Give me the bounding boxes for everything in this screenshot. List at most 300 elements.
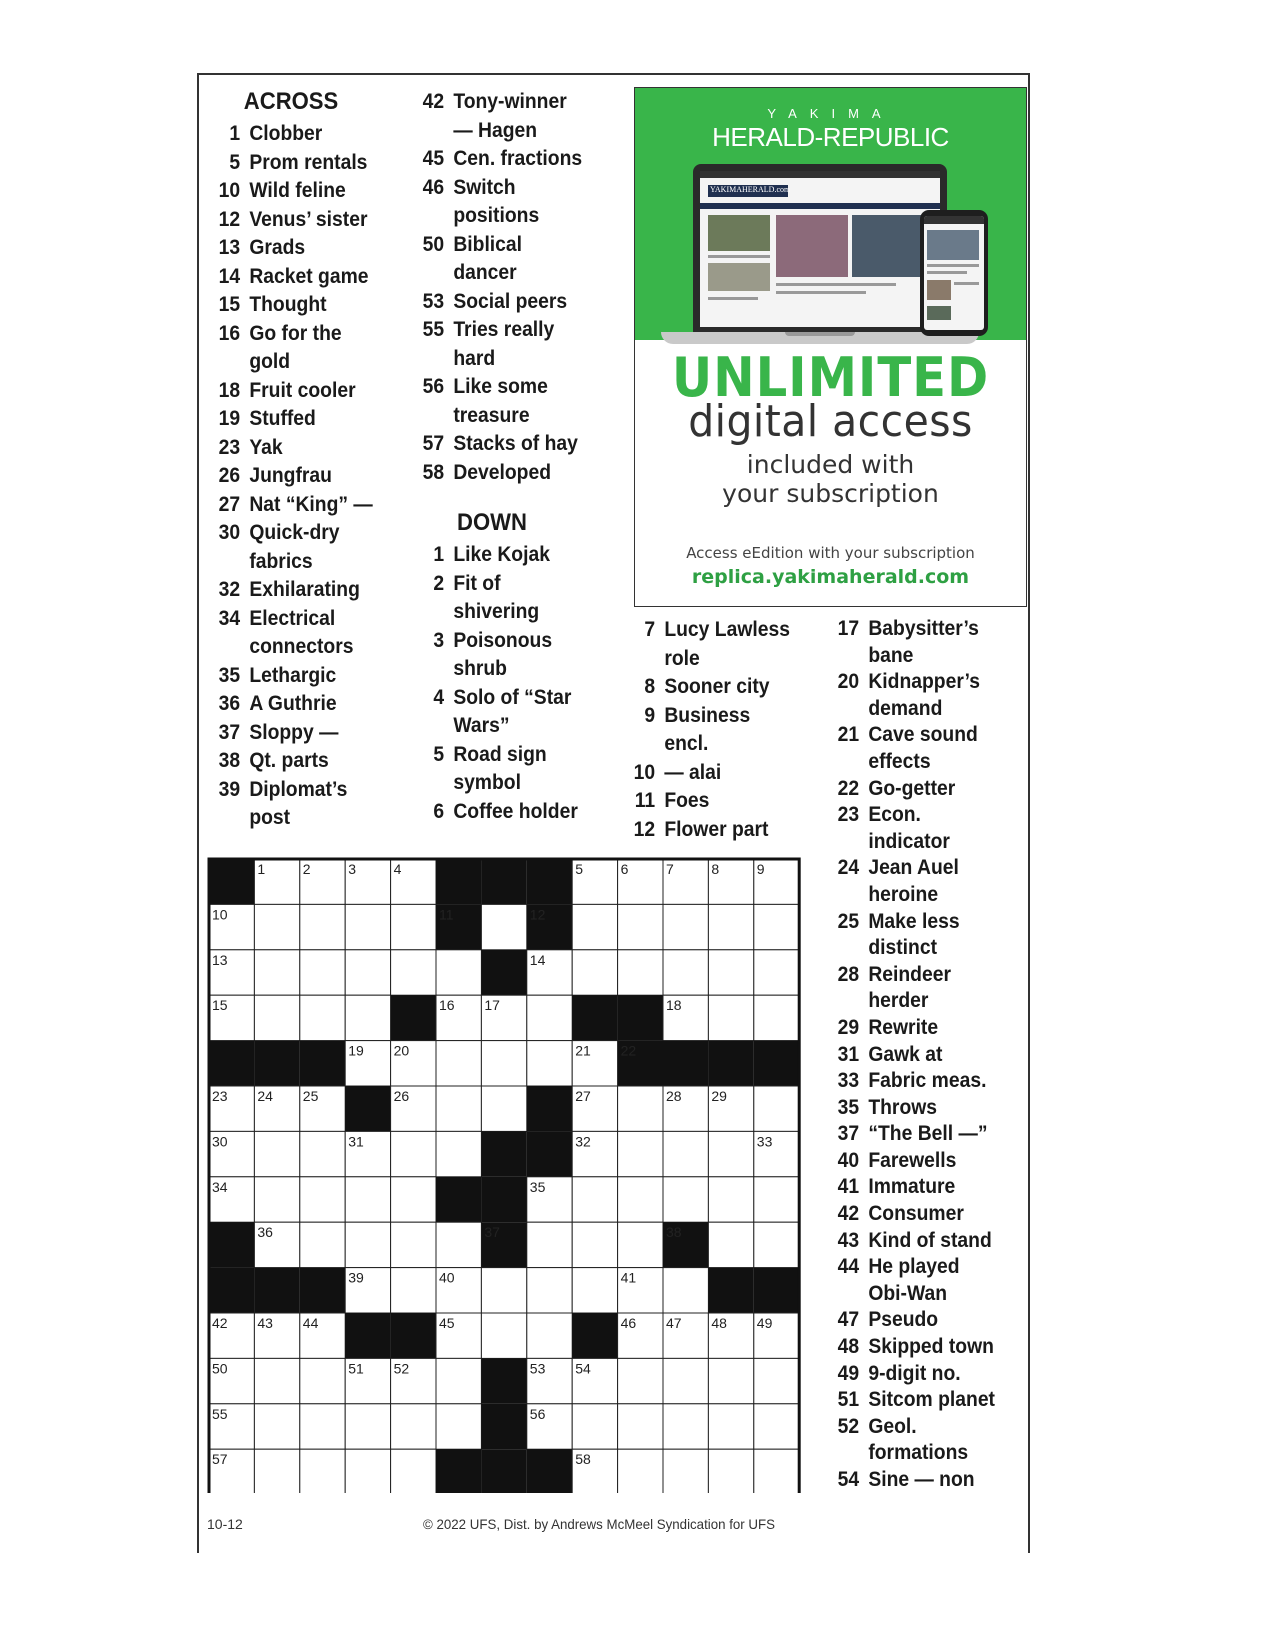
phone-image — [920, 210, 988, 336]
grid-cell[interactable] — [481, 1268, 526, 1313]
grid-cell[interactable] — [300, 1177, 345, 1222]
grid-cell-number: 12 — [529, 906, 546, 923]
clue-text: Kind of stand — [868, 1228, 992, 1252]
grid-cell-number: 28 — [666, 1088, 682, 1104]
grid-cell-number: 44 — [302, 1315, 319, 1331]
clue-text: Like Kojak — [453, 543, 550, 566]
grid-black-cell — [708, 1268, 753, 1313]
grid-cell[interactable] — [300, 950, 345, 995]
clue-item — [207, 206, 373, 235]
clue-number: 34 — [218, 606, 241, 630]
clue-number: 52 — [837, 1414, 860, 1438]
clue-item — [622, 616, 790, 645]
grid-black-cell — [209, 859, 254, 904]
grid-cell[interactable] — [391, 1177, 436, 1222]
clue-number — [207, 548, 240, 577]
grid-cell[interactable] — [708, 995, 753, 1040]
clue-text: encl. — [664, 732, 709, 755]
clue-number: 23 — [218, 435, 241, 459]
grid-cell[interactable] — [708, 904, 753, 949]
clue-text: Cave sound — [868, 723, 978, 747]
grid-cell-number: 1 — [257, 861, 266, 877]
clue-item — [207, 263, 373, 292]
grid-black-cell — [345, 1313, 390, 1358]
clue-item — [826, 1334, 995, 1361]
clue-number — [826, 1440, 859, 1467]
grid-cell-number: 26 — [393, 1088, 410, 1104]
grid-cell-number: 4 — [393, 861, 402, 877]
clue-item — [826, 1281, 995, 1308]
clue-text: Road sign — [453, 742, 547, 766]
clue-item — [411, 598, 582, 627]
grid-cell-number: 6 — [620, 861, 629, 877]
ad-subheadline: digital access — [688, 396, 973, 447]
grid-black-cell — [618, 995, 663, 1040]
grid-cell-number: 33 — [756, 1133, 773, 1150]
grid-black-cell — [527, 1086, 572, 1131]
clue-item — [826, 1068, 995, 1095]
grid-cell[interactable] — [254, 995, 299, 1040]
clue-number — [207, 348, 240, 377]
grid-cell[interactable] — [754, 1222, 799, 1267]
grid-cell[interactable] — [708, 1358, 753, 1403]
clue-text: shivering — [453, 600, 540, 623]
clue-number: 58 — [422, 460, 445, 484]
grid-cell[interactable] — [345, 1404, 390, 1449]
clue-item — [411, 769, 582, 798]
grid-black-cell — [754, 1268, 799, 1313]
grid-cell[interactable] — [708, 1404, 753, 1449]
grid-cell[interactable] — [754, 1358, 799, 1403]
clue-item — [411, 570, 582, 599]
grid-cell-number: 58 — [575, 1451, 591, 1468]
grid-cell[interactable] — [436, 1131, 481, 1176]
grid-cell[interactable] — [345, 995, 390, 1040]
clue-text: Sine — non — [868, 1468, 975, 1491]
clue-item — [411, 174, 582, 203]
grid-cell-number: 46 — [620, 1315, 637, 1331]
grid-cell-number: 8 — [711, 861, 720, 877]
clue-text: Fit of — [453, 571, 501, 595]
grid-black-cell — [391, 1313, 436, 1358]
puzzle-date-code: 10-12 — [207, 1516, 243, 1532]
grid-cell[interactable] — [481, 1313, 526, 1358]
grid-black-cell — [300, 1041, 345, 1086]
grid-cell[interactable] — [618, 1449, 663, 1493]
clue-item — [207, 291, 373, 320]
grid-cell[interactable] — [300, 995, 345, 1040]
grid-cell[interactable] — [527, 1313, 572, 1358]
clue-text: demand — [868, 696, 943, 720]
clue-number: 41 — [837, 1175, 860, 1199]
clue-item — [207, 776, 373, 805]
clue-text: Kidnapper’s — [868, 670, 980, 694]
grid-cell-number: 50 — [212, 1360, 228, 1377]
grid-black-cell — [209, 1041, 254, 1086]
clue-number — [826, 988, 859, 1015]
clue-text: Immature — [868, 1175, 956, 1199]
clue-item — [826, 988, 995, 1015]
grid-black-cell — [481, 950, 526, 995]
grid-cell[interactable] — [436, 1358, 481, 1403]
grid-cell[interactable] — [345, 1222, 390, 1267]
grid-cell[interactable] — [254, 1358, 299, 1403]
grid-cell[interactable] — [345, 1177, 390, 1222]
grid-cell[interactable] — [391, 1449, 436, 1493]
grid-cell[interactable] — [618, 904, 663, 949]
clue-number: 56 — [422, 375, 445, 398]
copyright-notice: © 2022 UFS, Dist. by Andrews McMeel Syndication for UFS — [423, 1516, 776, 1532]
grid-cell[interactable] — [708, 1449, 753, 1493]
grid-cell[interactable] — [663, 1358, 708, 1403]
clue-number: 15 — [218, 293, 241, 316]
grid-cell[interactable] — [754, 995, 799, 1040]
clue-text: Jungfrau — [249, 464, 332, 487]
grid-cell-number: 29 — [711, 1088, 727, 1104]
clue-text: indicator — [868, 829, 950, 853]
clue-text: Obi-Wan — [868, 1281, 948, 1305]
clue-number — [207, 804, 240, 833]
clue-item — [411, 459, 582, 488]
grid-cell[interactable] — [345, 1449, 390, 1493]
grid-cell[interactable] — [618, 950, 663, 995]
clue-item — [207, 747, 373, 776]
clue-item — [826, 1121, 995, 1148]
clue-text: Wars” — [453, 714, 510, 737]
clue-number: 35 — [837, 1095, 860, 1119]
clue-number: 20 — [837, 670, 860, 694]
clue-text: distinct — [868, 936, 938, 960]
clue-item — [411, 627, 582, 656]
grid-black-cell — [481, 1177, 526, 1222]
clue-text: Sitcom planet — [868, 1388, 996, 1412]
clue-text: Business — [664, 703, 751, 727]
grid-cell[interactable] — [663, 1449, 708, 1493]
clue-item — [622, 787, 790, 816]
clue-text: Stacks of hay — [453, 432, 578, 455]
grid-cell-number: 48 — [711, 1315, 727, 1331]
grid-black-cell — [300, 1268, 345, 1313]
grid-cell[interactable] — [572, 1177, 617, 1222]
grid-cell[interactable] — [754, 950, 799, 995]
grid-cell-number: 21 — [575, 1042, 591, 1059]
clue-number — [411, 259, 444, 288]
clue-number — [826, 749, 859, 776]
clue-item — [826, 1307, 995, 1334]
grid-cell-number: 36 — [257, 1224, 273, 1241]
grid-cell-number: 54 — [575, 1360, 591, 1377]
clue-text: Sloppy — — [249, 720, 339, 744]
clue-item — [207, 462, 373, 491]
clue-text: post — [249, 806, 291, 829]
grid-cell-number: 25 — [302, 1088, 319, 1104]
clue-number: 3 — [433, 628, 445, 652]
grid-cell[interactable] — [391, 1404, 436, 1449]
grid-cell[interactable] — [391, 950, 436, 995]
clue-text: Social peers — [453, 289, 568, 313]
clue-number — [826, 696, 859, 723]
grid-cell[interactable] — [345, 904, 390, 949]
grid-cell[interactable] — [663, 950, 708, 995]
clue-item — [826, 1440, 995, 1467]
grid-cell[interactable] — [754, 1449, 799, 1493]
grid-cell[interactable] — [708, 1177, 753, 1222]
grid-cell-number: 52 — [393, 1360, 410, 1377]
clue-number: 1 — [433, 543, 445, 566]
clue-number: 10 — [633, 760, 656, 784]
grid-cell-number: 40 — [439, 1269, 455, 1286]
clue-item — [622, 759, 790, 788]
clue-number: 17 — [837, 617, 860, 640]
grid-cell[interactable] — [708, 1222, 753, 1267]
clue-text: Like some — [453, 375, 548, 398]
clue-text: Consumer — [868, 1202, 964, 1226]
grid-cell[interactable] — [300, 904, 345, 949]
laptop-site-logo: YAKIMAHERALD.com — [710, 185, 791, 194]
clue-number: 16 — [218, 321, 241, 345]
grid-cell-number: 37 — [484, 1224, 500, 1241]
clue-number: 36 — [218, 692, 241, 715]
clue-item — [826, 1042, 995, 1069]
clue-number — [411, 598, 444, 627]
ad-url-link[interactable]: replica.yakimaherald.com — [691, 566, 970, 588]
clue-item — [207, 405, 373, 434]
clue-item — [826, 1361, 995, 1388]
laptop-image — [693, 164, 947, 334]
grid-cell-number: 24 — [257, 1088, 273, 1104]
clue-item — [411, 712, 582, 741]
clue-item — [622, 702, 790, 731]
grid-black-cell — [436, 1177, 481, 1222]
grid-cell[interactable] — [254, 1177, 299, 1222]
grid-cell[interactable] — [754, 1404, 799, 1449]
clue-text: Cen. fractions — [453, 147, 583, 170]
grid-cell-number: 20 — [393, 1042, 410, 1059]
clue-item — [826, 643, 995, 670]
clue-number: 39 — [218, 777, 241, 801]
grid-black-cell — [436, 859, 481, 904]
down-column-3 — [622, 616, 790, 844]
grid-cell[interactable] — [527, 1041, 572, 1086]
grid-cell[interactable] — [663, 904, 708, 949]
clue-number: 50 — [422, 232, 445, 256]
clue-number: 25 — [837, 909, 860, 933]
grid-cell[interactable] — [618, 1177, 663, 1222]
grid-cell[interactable] — [572, 1404, 617, 1449]
grid-cell-number: 13 — [212, 951, 228, 968]
grid-cell[interactable] — [300, 1222, 345, 1267]
clue-number: 1 — [229, 122, 241, 145]
clue-text: connectors — [249, 635, 354, 658]
grid-cell[interactable] — [572, 1222, 617, 1267]
grid-black-cell — [527, 859, 572, 904]
grid-cell[interactable] — [618, 1358, 663, 1403]
clue-text: positions — [453, 204, 540, 227]
grid-cell[interactable] — [754, 1177, 799, 1222]
grid-cell[interactable] — [527, 1222, 572, 1267]
grid-cell[interactable] — [618, 1086, 663, 1131]
grid-cell[interactable] — [572, 904, 617, 949]
grid-cell[interactable] — [391, 904, 436, 949]
clue-number: 14 — [218, 264, 241, 288]
grid-cell[interactable] — [436, 1222, 481, 1267]
clue-number — [411, 345, 444, 374]
grid-cell[interactable] — [391, 1222, 436, 1267]
clue-number — [411, 769, 444, 798]
clue-item — [207, 519, 373, 548]
clue-number: 47 — [837, 1308, 860, 1332]
clue-text: Diplomat’s — [249, 777, 348, 801]
grid-cell[interactable] — [754, 904, 799, 949]
clue-text: herder — [868, 989, 929, 1013]
clue-item — [411, 655, 582, 684]
grid-cell[interactable] — [436, 950, 481, 995]
ad-headline: UNLIMITED — [671, 346, 990, 409]
grid-cell[interactable] — [618, 1222, 663, 1267]
grid-cell-number: 2 — [302, 861, 311, 877]
clue-number: 33 — [837, 1069, 860, 1093]
grid-cell[interactable] — [663, 1177, 708, 1222]
grid-cell[interactable] — [254, 1449, 299, 1493]
clue-text: Grads — [249, 236, 306, 259]
grid-cell[interactable] — [527, 1268, 572, 1313]
clue-item — [411, 402, 582, 431]
clue-item — [411, 202, 582, 231]
grid-cell[interactable] — [708, 950, 753, 995]
clue-item — [826, 1228, 995, 1255]
clue-item — [411, 145, 582, 174]
subscription-ad[interactable] — [634, 87, 1027, 607]
grid-cell[interactable] — [663, 1131, 708, 1176]
grid-cell[interactable] — [300, 1449, 345, 1493]
grid-cell[interactable] — [663, 1404, 708, 1449]
clue-number — [826, 882, 859, 909]
grid-cell[interactable] — [708, 1131, 753, 1176]
grid-cell-number: 27 — [575, 1088, 591, 1104]
grid-cell[interactable] — [572, 1268, 617, 1313]
clue-number: 38 — [218, 749, 241, 772]
clue-number: 43 — [837, 1228, 860, 1252]
grid-black-cell — [209, 1268, 254, 1313]
grid-cell[interactable] — [481, 1086, 526, 1131]
grid-cell[interactable] — [663, 1268, 708, 1313]
clue-text: Rewrite — [868, 1015, 939, 1039]
across-column-1 — [207, 84, 373, 833]
grid-cell[interactable] — [481, 1041, 526, 1086]
grid-cell-number: 7 — [666, 861, 674, 877]
grid-cell[interactable] — [300, 1404, 345, 1449]
clue-text: Tries really — [453, 318, 555, 341]
grid-cell[interactable] — [345, 950, 390, 995]
grid-cell-number: 47 — [666, 1315, 682, 1331]
clue-item — [411, 288, 582, 317]
clue-item — [411, 741, 582, 770]
grid-cell[interactable] — [436, 1041, 481, 1086]
grid-cell[interactable] — [572, 950, 617, 995]
grid-black-cell — [527, 1131, 572, 1176]
clue-text: Fabric meas. — [868, 1069, 987, 1093]
clue-text: Developed — [453, 460, 552, 484]
grid-black-cell — [754, 1041, 799, 1086]
grid-cell[interactable] — [481, 904, 526, 949]
grid-black-cell — [572, 995, 617, 1040]
clue-text: bane — [868, 643, 914, 667]
crossword-grid[interactable] — [207, 857, 813, 1493]
clue-item — [826, 776, 995, 803]
grid-cell[interactable] — [254, 1404, 299, 1449]
down-column-4 — [826, 616, 995, 1494]
clue-number: 53 — [422, 289, 445, 313]
grid-cell[interactable] — [300, 1358, 345, 1403]
grid-cell-number: 39 — [348, 1269, 364, 1286]
clue-item — [826, 1414, 995, 1441]
grid-cell-number: 19 — [348, 1042, 364, 1059]
grid-cell[interactable] — [618, 1131, 663, 1176]
grid-cell[interactable] — [254, 904, 299, 949]
clue-text: Go-getter — [868, 776, 956, 800]
clue-text: symbol — [453, 771, 521, 794]
clue-item — [207, 662, 373, 691]
clue-text: Thought — [249, 293, 327, 316]
clue-number: 31 — [837, 1042, 860, 1066]
clue-text: Econ. — [868, 803, 921, 827]
clue-item — [207, 320, 373, 349]
clue-text: — Hagen — [453, 118, 538, 142]
clue-item — [207, 149, 373, 178]
clue-item — [622, 673, 790, 702]
clue-item — [411, 430, 582, 459]
grid-cell[interactable] — [391, 1131, 436, 1176]
grid-cell[interactable] — [436, 1404, 481, 1449]
clue-item — [207, 377, 373, 406]
grid-black-cell — [481, 1131, 526, 1176]
clue-item — [411, 373, 582, 402]
grid-cell[interactable] — [391, 1268, 436, 1313]
clue-number — [826, 1281, 859, 1308]
grid-cell-number: 51 — [348, 1360, 364, 1377]
grid-cell[interactable] — [754, 1086, 799, 1131]
grid-cell[interactable] — [436, 1086, 481, 1131]
grid-cell[interactable] — [254, 1131, 299, 1176]
grid-cell-number: 34 — [212, 1178, 228, 1195]
clue-text: Sooner city — [664, 675, 770, 698]
grid-cell[interactable] — [527, 995, 572, 1040]
clue-text: Prom rentals — [249, 150, 368, 174]
clue-item — [622, 645, 790, 674]
clue-item — [826, 829, 995, 856]
clue-number: 51 — [837, 1388, 860, 1412]
clue-number: 2 — [433, 571, 445, 595]
grid-cell[interactable] — [254, 950, 299, 995]
clue-text: 9-digit no. — [868, 1361, 961, 1385]
clue-item — [826, 1015, 995, 1042]
clue-number: 54 — [837, 1468, 860, 1491]
across-heading: ACROSS — [243, 88, 339, 115]
clue-number: 42 — [837, 1202, 860, 1226]
clue-text: formations — [868, 1441, 969, 1465]
clue-text: Farewells — [868, 1148, 957, 1172]
clue-number — [411, 402, 444, 431]
clue-item — [411, 231, 582, 260]
grid-cell-number: 22 — [620, 1042, 637, 1059]
grid-cell[interactable] — [300, 1131, 345, 1176]
grid-cell-number: 17 — [484, 997, 500, 1014]
grid-cell[interactable] — [618, 1404, 663, 1449]
grid-black-cell — [481, 1449, 526, 1493]
clue-text: dancer — [453, 261, 517, 284]
clue-number: 8 — [644, 675, 656, 698]
clue-text: Poisonous — [453, 628, 553, 652]
